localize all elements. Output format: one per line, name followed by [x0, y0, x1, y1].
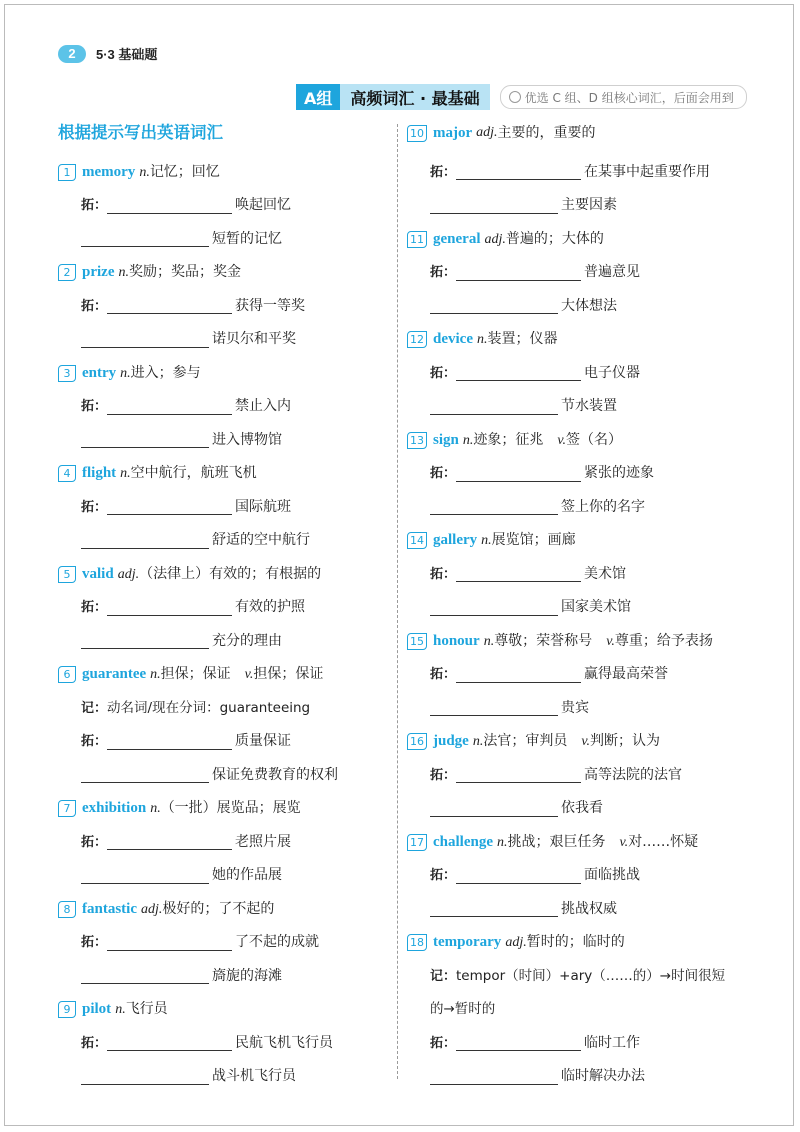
answer-blank[interactable]	[430, 800, 558, 817]
expansion-line	[407, 290, 747, 324]
phrase-hint: 国际航班	[235, 498, 292, 515]
expansion-line	[407, 893, 747, 927]
answer-blank[interactable]	[107, 934, 232, 951]
answer-blank[interactable]	[81, 967, 209, 984]
vocab-word: valid	[82, 565, 114, 582]
expansion-line	[58, 591, 388, 625]
expansion-line	[407, 156, 747, 190]
part-of-speech-2: v.	[557, 432, 567, 448]
expansion-line	[58, 189, 388, 223]
word-meaning: 飞行员	[125, 1001, 168, 1017]
answer-blank[interactable]	[456, 666, 581, 683]
phrase-hint: 民航飞机飞行员	[235, 1034, 334, 1051]
phrase-hint: 紧张的迹象	[584, 465, 655, 481]
expansion-line	[58, 290, 388, 324]
phrase-hint: 保证免费教育的权利	[212, 766, 338, 783]
expansion-line	[407, 256, 747, 290]
vocab-entry-challenge	[407, 826, 747, 860]
phrase-hint: 电子仪器	[584, 364, 641, 381]
answer-blank[interactable]	[430, 398, 558, 415]
answer-blank[interactable]	[430, 1068, 558, 1085]
vocab-entry-general	[407, 223, 747, 257]
answer-blank[interactable]	[456, 766, 581, 783]
expand-label: 拓：	[430, 265, 457, 280]
vocab-entry-gallery	[407, 524, 747, 558]
vocab-word: flight	[82, 465, 117, 481]
phrase-hint: 质量保证	[235, 733, 292, 749]
vocab-entry-pilot	[58, 993, 388, 1027]
remember-label: 记：	[430, 968, 457, 984]
answer-blank[interactable]	[81, 1068, 209, 1085]
vocab-entry-device	[407, 323, 747, 357]
word-meaning: 主要的，重要的	[497, 125, 596, 141]
memory-note-line-2	[407, 993, 747, 1027]
expansion-line	[58, 390, 388, 424]
memory-note-line	[58, 692, 388, 726]
vocab-entry-temporary	[407, 926, 747, 960]
word-meaning: 记忆；回忆	[149, 163, 220, 180]
answer-blank[interactable]	[456, 163, 581, 180]
remember-label: 记：	[81, 700, 108, 716]
vocab-word: guarantee	[82, 666, 147, 682]
expansion-line	[58, 491, 388, 525]
phrase-hint: 面临挑战	[584, 867, 641, 883]
part-of-speech: n.	[483, 633, 495, 649]
item-number: 14	[407, 532, 427, 549]
phrase-hint: 大体想法	[561, 297, 617, 314]
expand-label: 拓：	[430, 566, 457, 582]
answer-blank[interactable]	[456, 264, 581, 281]
vocab-entry-fantastic	[58, 893, 388, 927]
expand-label: 拓：	[81, 198, 108, 213]
part-of-speech: adj.	[117, 566, 140, 582]
left-column	[58, 122, 388, 1094]
phrase-hint: 普遍意见	[584, 264, 641, 280]
phrase-hint: 禁止入内	[235, 398, 292, 414]
phrase-hint: 进入博物馆	[212, 431, 282, 448]
phrase-hint: 在某事中起重要作用	[584, 163, 711, 180]
answer-blank[interactable]	[107, 733, 232, 750]
word-meaning: 挑战；艰巨任务	[507, 833, 606, 850]
expand-label: 拓：	[81, 834, 108, 850]
word-meaning: （一批）展览品；展览	[160, 800, 301, 816]
phrase-hint: 获得一等奖	[235, 297, 306, 314]
word-meaning-2: 签（名）	[566, 431, 623, 448]
answer-blank[interactable]	[107, 297, 232, 314]
word-meaning: 暂时的；临时的	[526, 934, 625, 950]
expansion-line	[58, 524, 388, 558]
section-title: 根据提示写出英语词汇	[58, 123, 223, 142]
expand-label: 拓：	[81, 298, 108, 314]
answer-blank[interactable]	[456, 565, 581, 582]
answer-blank[interactable]	[81, 431, 209, 448]
part-of-speech-2: v.	[244, 667, 254, 682]
item-number: 4	[58, 465, 76, 482]
item-number: 11	[407, 231, 427, 248]
item-number: 18	[407, 934, 427, 951]
vocab-word: challenge	[433, 833, 493, 850]
word-meaning-2: 判断；认为	[590, 733, 661, 749]
item-number: 17	[407, 834, 427, 851]
expansion-line	[58, 859, 388, 893]
expansion-line	[58, 926, 388, 960]
word-meaning: 奖励；奖品；奖金	[128, 264, 241, 280]
group-banner	[296, 84, 747, 110]
item-number: 10	[407, 125, 427, 142]
expand-label: 拓：	[430, 1035, 457, 1051]
item-number: 3	[58, 365, 76, 382]
vocab-word: honour	[433, 632, 480, 649]
vocab-word: sign	[433, 431, 459, 448]
expansion-line	[58, 960, 388, 994]
item-number: 6	[58, 666, 76, 683]
item-number: 1	[58, 164, 76, 181]
part-of-speech: n.	[120, 365, 131, 381]
phrase-hint: 贵宾	[561, 699, 589, 716]
expansion-line	[58, 826, 388, 860]
phrase-hint: 临时解决办法	[561, 1068, 645, 1084]
part-of-speech: adj.	[505, 935, 527, 950]
answer-blank[interactable]	[81, 230, 209, 247]
expansion-line	[407, 792, 747, 826]
vocab-word: prize	[82, 264, 115, 280]
vocab-entry-sign	[407, 424, 747, 458]
answer-blank[interactable]	[81, 632, 209, 649]
part-of-speech: n.	[120, 466, 131, 481]
answer-blank[interactable]	[430, 599, 558, 616]
answer-blank[interactable]	[430, 498, 558, 515]
part-of-speech: n.	[139, 164, 150, 180]
word-meaning-2: 对……怀疑	[628, 833, 699, 850]
answer-blank[interactable]	[107, 197, 232, 214]
item-number: 2	[58, 264, 76, 281]
phrase-hint: 唤起回忆	[235, 197, 292, 213]
expansion-line	[58, 625, 388, 659]
expand-label: 拓：	[81, 600, 108, 615]
memory-note-continued: 的→暂时的	[430, 1001, 496, 1017]
expansion-line	[407, 189, 747, 223]
vocab-entry-judge	[407, 725, 747, 759]
expand-label: 拓：	[430, 466, 457, 481]
vocab-word: memory	[82, 163, 136, 180]
expansion-line	[58, 725, 388, 759]
expansion-line	[58, 323, 388, 357]
phrase-hint: 挑战权威	[561, 900, 617, 917]
phrase-hint: 战斗机飞行员	[212, 1068, 296, 1084]
answer-blank[interactable]	[430, 699, 558, 716]
vocab-entry-entry	[58, 357, 388, 391]
part-of-speech-2: v.	[619, 834, 629, 850]
group-tip	[500, 85, 747, 109]
answer-blank[interactable]	[81, 331, 209, 348]
answer-blank[interactable]	[430, 297, 558, 314]
phrase-hint: 临时工作	[584, 1034, 641, 1051]
item-number: 8	[58, 901, 76, 918]
part-of-speech-2: v.	[581, 734, 591, 749]
vocab-word: major	[433, 125, 473, 141]
vocab-entry-prize	[58, 256, 388, 290]
vocab-word: pilot	[82, 1001, 112, 1017]
phrase-hint: 她的作品展	[212, 867, 282, 883]
part-of-speech: n.	[115, 1002, 126, 1017]
phrase-hint: 高等法院的法官	[584, 766, 683, 783]
phrase-hint: 有效的护照	[235, 599, 306, 615]
expand-label: 拓：	[430, 767, 457, 783]
expansion-line	[407, 658, 747, 692]
page-number-badge: 2	[58, 45, 86, 63]
vocab-entry-valid	[58, 558, 388, 592]
memory-note-line	[407, 960, 747, 994]
part-of-speech: n.	[462, 432, 474, 448]
expansion-line	[407, 390, 747, 424]
item-number: 7	[58, 800, 76, 817]
part-of-speech: n.	[150, 801, 161, 816]
vocab-word: gallery	[433, 532, 478, 548]
memory-note: 动名词/现在分词：guaranteeing	[107, 699, 311, 716]
expand-label: 拓：	[430, 164, 457, 180]
column-divider	[397, 124, 398, 1079]
expansion-line	[407, 1027, 747, 1061]
word-meaning: 普遍的；大体的	[505, 230, 604, 247]
vocab-word: judge	[433, 733, 469, 749]
answer-blank[interactable]	[456, 1034, 581, 1051]
word-meaning: 装置；仪器	[487, 331, 558, 347]
answer-blank[interactable]	[81, 766, 209, 783]
answer-blank[interactable]	[81, 867, 209, 884]
answer-blank[interactable]	[107, 599, 232, 616]
expansion-line	[407, 357, 747, 391]
expand-label: 拓：	[81, 1035, 108, 1051]
word-meaning: 极好的；了不起的	[162, 900, 275, 917]
expand-label: 拓：	[81, 935, 108, 950]
page-header	[58, 44, 157, 63]
phrase-hint: 了不起的成就	[235, 934, 320, 950]
word-meaning-2: 担保；保证	[253, 666, 324, 682]
vocab-word: device	[433, 331, 473, 347]
answer-blank[interactable]	[81, 532, 209, 549]
memory-note: tempor（时间）+ary（……的）→时间很短	[456, 967, 726, 984]
vocab-entry-guarantee	[58, 658, 388, 692]
word-meaning: 进入；参与	[130, 364, 201, 381]
word-meaning: 展览馆；画廊	[491, 532, 576, 548]
part-of-speech: adj.	[476, 125, 498, 140]
vocab-word: fantastic	[82, 900, 137, 917]
answer-blank[interactable]	[107, 498, 232, 515]
vocab-entry-memory	[58, 156, 388, 190]
phrase-hint: 短暂的记忆	[212, 230, 282, 247]
group-title: 高频词汇 · 最基础	[340, 84, 489, 110]
expansion-line	[407, 1060, 747, 1094]
answer-blank[interactable]	[430, 900, 558, 917]
expand-label: 拓：	[81, 499, 108, 515]
expansion-line	[58, 1060, 388, 1094]
item-number: 12	[407, 331, 427, 348]
word-meaning: 担保；保证	[160, 666, 231, 682]
word-meaning: 空中航行，航班飞机	[130, 465, 257, 481]
expand-label: 拓：	[81, 734, 108, 749]
expansion-line	[407, 491, 747, 525]
part-of-speech: n.	[118, 265, 129, 280]
part-of-speech: n.	[472, 734, 484, 749]
phrase-hint: 旖旎的海滩	[212, 967, 282, 984]
part-of-speech: adj.	[141, 901, 163, 917]
vocab-entry-flight	[58, 457, 388, 491]
answer-blank[interactable]	[107, 398, 232, 415]
word-meaning-2: 尊重；给予表扬	[614, 632, 713, 649]
phrase-hint: 诺贝尔和平奖	[212, 331, 296, 347]
item-number: 15	[407, 633, 427, 650]
word-meaning: 法官；审判员	[483, 733, 568, 749]
vocab-entry-major	[407, 122, 747, 144]
answer-blank[interactable]	[456, 465, 581, 482]
word-meaning: 迹象；征兆	[473, 431, 544, 448]
right-column	[407, 122, 747, 1094]
expand-label: 拓：	[81, 399, 108, 414]
item-number: 16	[407, 733, 427, 750]
expand-label: 拓：	[430, 667, 457, 682]
part-of-speech: n.	[150, 667, 161, 682]
part-of-speech: n.	[481, 533, 492, 548]
answer-blank[interactable]	[107, 1034, 232, 1051]
part-of-speech: adj.	[484, 231, 506, 247]
expansion-line	[407, 591, 747, 625]
expansion-line	[58, 223, 388, 257]
part-of-speech: n.	[476, 332, 488, 347]
part-of-speech: n.	[497, 834, 508, 850]
expansion-line	[58, 759, 388, 793]
word-meaning: （法律上）有效的；有根据的	[139, 565, 322, 582]
item-number: 9	[58, 1001, 76, 1018]
vocab-word: entry	[82, 364, 117, 381]
item-number: 13	[407, 432, 427, 449]
answer-blank[interactable]	[107, 833, 232, 850]
expansion-line	[407, 759, 747, 793]
item-number: 5	[58, 566, 76, 583]
vocab-word: general	[433, 230, 481, 247]
expand-label: 拓：	[430, 365, 457, 381]
phrase-hint: 充分的理由	[212, 632, 282, 649]
book-series-title: 5·3 基础题	[96, 47, 158, 62]
expansion-line	[407, 859, 747, 893]
vocab-entry-honour	[407, 625, 747, 659]
group-tag: A组	[296, 84, 340, 110]
phrase-hint: 舒适的空中航行	[212, 532, 310, 548]
phrase-hint: 依我看	[561, 800, 603, 816]
vocab-entry-exhibition	[58, 792, 388, 826]
group-tip-text: 优选 C 组、D 组核心词汇，后面会用到	[524, 90, 734, 105]
phrase-hint: 老照片展	[235, 833, 292, 850]
expansion-line	[407, 692, 747, 726]
expand-label: 拓：	[430, 868, 457, 883]
phrase-hint: 国家美术馆	[561, 599, 631, 615]
phrase-hint: 主要因素	[561, 197, 617, 213]
phrase-hint: 美术馆	[584, 565, 627, 582]
answer-blank[interactable]	[456, 364, 581, 381]
answer-blank[interactable]	[430, 197, 558, 214]
phrase-hint: 签上你的名字	[561, 498, 645, 515]
answer-blank[interactable]	[456, 867, 581, 884]
lightbulb-icon	[509, 91, 521, 103]
phrase-hint: 赢得最高荣誉	[584, 666, 669, 682]
expansion-line	[407, 457, 747, 491]
vocab-word: exhibition	[82, 800, 147, 816]
expansion-line	[58, 1027, 388, 1061]
expansion-line	[58, 424, 388, 458]
phrase-hint: 节水装置	[561, 398, 617, 414]
part-of-speech-2: v.	[606, 633, 615, 649]
vocab-word: temporary	[433, 934, 502, 950]
expansion-line	[407, 558, 747, 592]
word-meaning: 尊敬；荣誉称号	[494, 632, 593, 649]
